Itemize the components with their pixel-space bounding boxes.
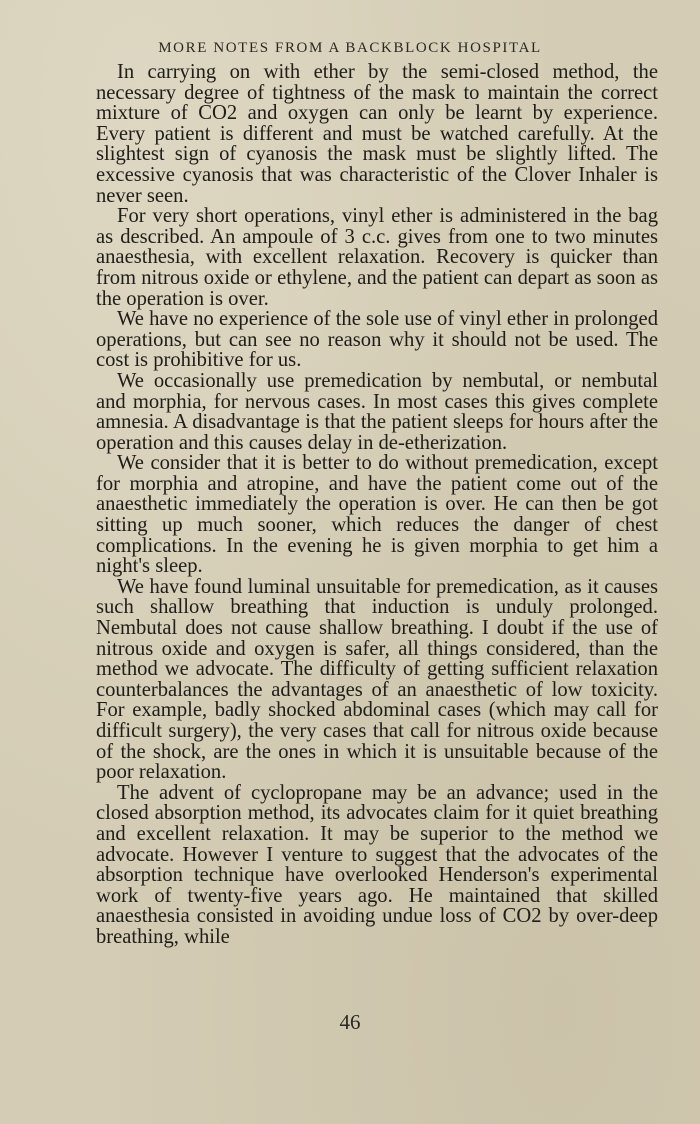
body-text <box>96 62 658 948</box>
paragraph-luminal: We have found luminal unsuitable for premedication, as it causes such shallow breathing that induction is unduly prolonged. Nembutal does not cause shallow breathing. I doubt if the use of nitrous oxide and oxygen is safer, all things considered, than the method we advocate. The difficulty of getting sufficient relaxation counterbalances the advantages of an anaesthetic of low toxicity. For example, badly shocked abdominal cases (which may call for difficult surgery), the very cases that call for nitrous oxide because of the shock, are the ones in which it is unsuitable because of the poor relaxation. <box>96 575 658 784</box>
paragraph-vinyl-ether-short: For very short operations, vinyl ether is administered in the bag as described. An ampoule of 3 c.c. gives from one to two minutes anaesthesia, with excellent relaxation. Recovery is quicker than from nitrous oxide or ethylene, and the patient can depart as soon as the operation is over. <box>96 205 658 310</box>
page-number: 46 <box>339 1010 361 1034</box>
running-head: MORE NOTES FROM A BACKBLOCK HOSPITAL <box>158 40 542 56</box>
paragraph-premedication-nembutal: We occasionally use premedication by nembutal, or nembutal and morphia, for nervous cases. In most cases this gives complete amnesia. A disadvantage is that the patient sleeps for hours after the operation and this causes delay in de-etherization. <box>96 369 658 454</box>
paragraph-without-premedication: We consider that it is better to do without premedication, except for morphia and atropine, and have the patient come out of the anaesthetic immediately the operation is over. He can then be got sitting up much sooner, which reduces the danger of chest complications. In the evening he is given morphia to get him a night's sleep. <box>96 452 658 578</box>
paragraph-ether-semi-closed: In carrying on with ether by the semi-closed method, the necessary degree of tightness of the mask to maintain the correct mixture of CO2 and oxygen can only be learnt by experience. Every patient is different and must be watched carefully. At the slightest sign of cyanosis the mask must be slightly lifted. The excessive cyanosis that was characteristic of the Clover Inhaler is never seen. <box>96 61 658 207</box>
paragraph-vinyl-ether-prolonged: We have no experience of the sole use of vinyl ether in prolonged operations, but can see no reason why it should not be used. The cost is prohibitive for us. <box>96 308 658 372</box>
paragraph-cyclopropane: The advent of cyclopropane may be an advance; used in the closed absorption method, its advocates claim for it quiet breathing and excellent relaxation. It may be superior to the method we advocate. However I venture to suggest that the advocates of the absorption technique have overlooked Henderson's experimental work of twenty-five years ago. He maintained that skilled anaesthesia consisted in avoiding undue loss of CO2 by over-deep breathing, while <box>96 781 658 948</box>
